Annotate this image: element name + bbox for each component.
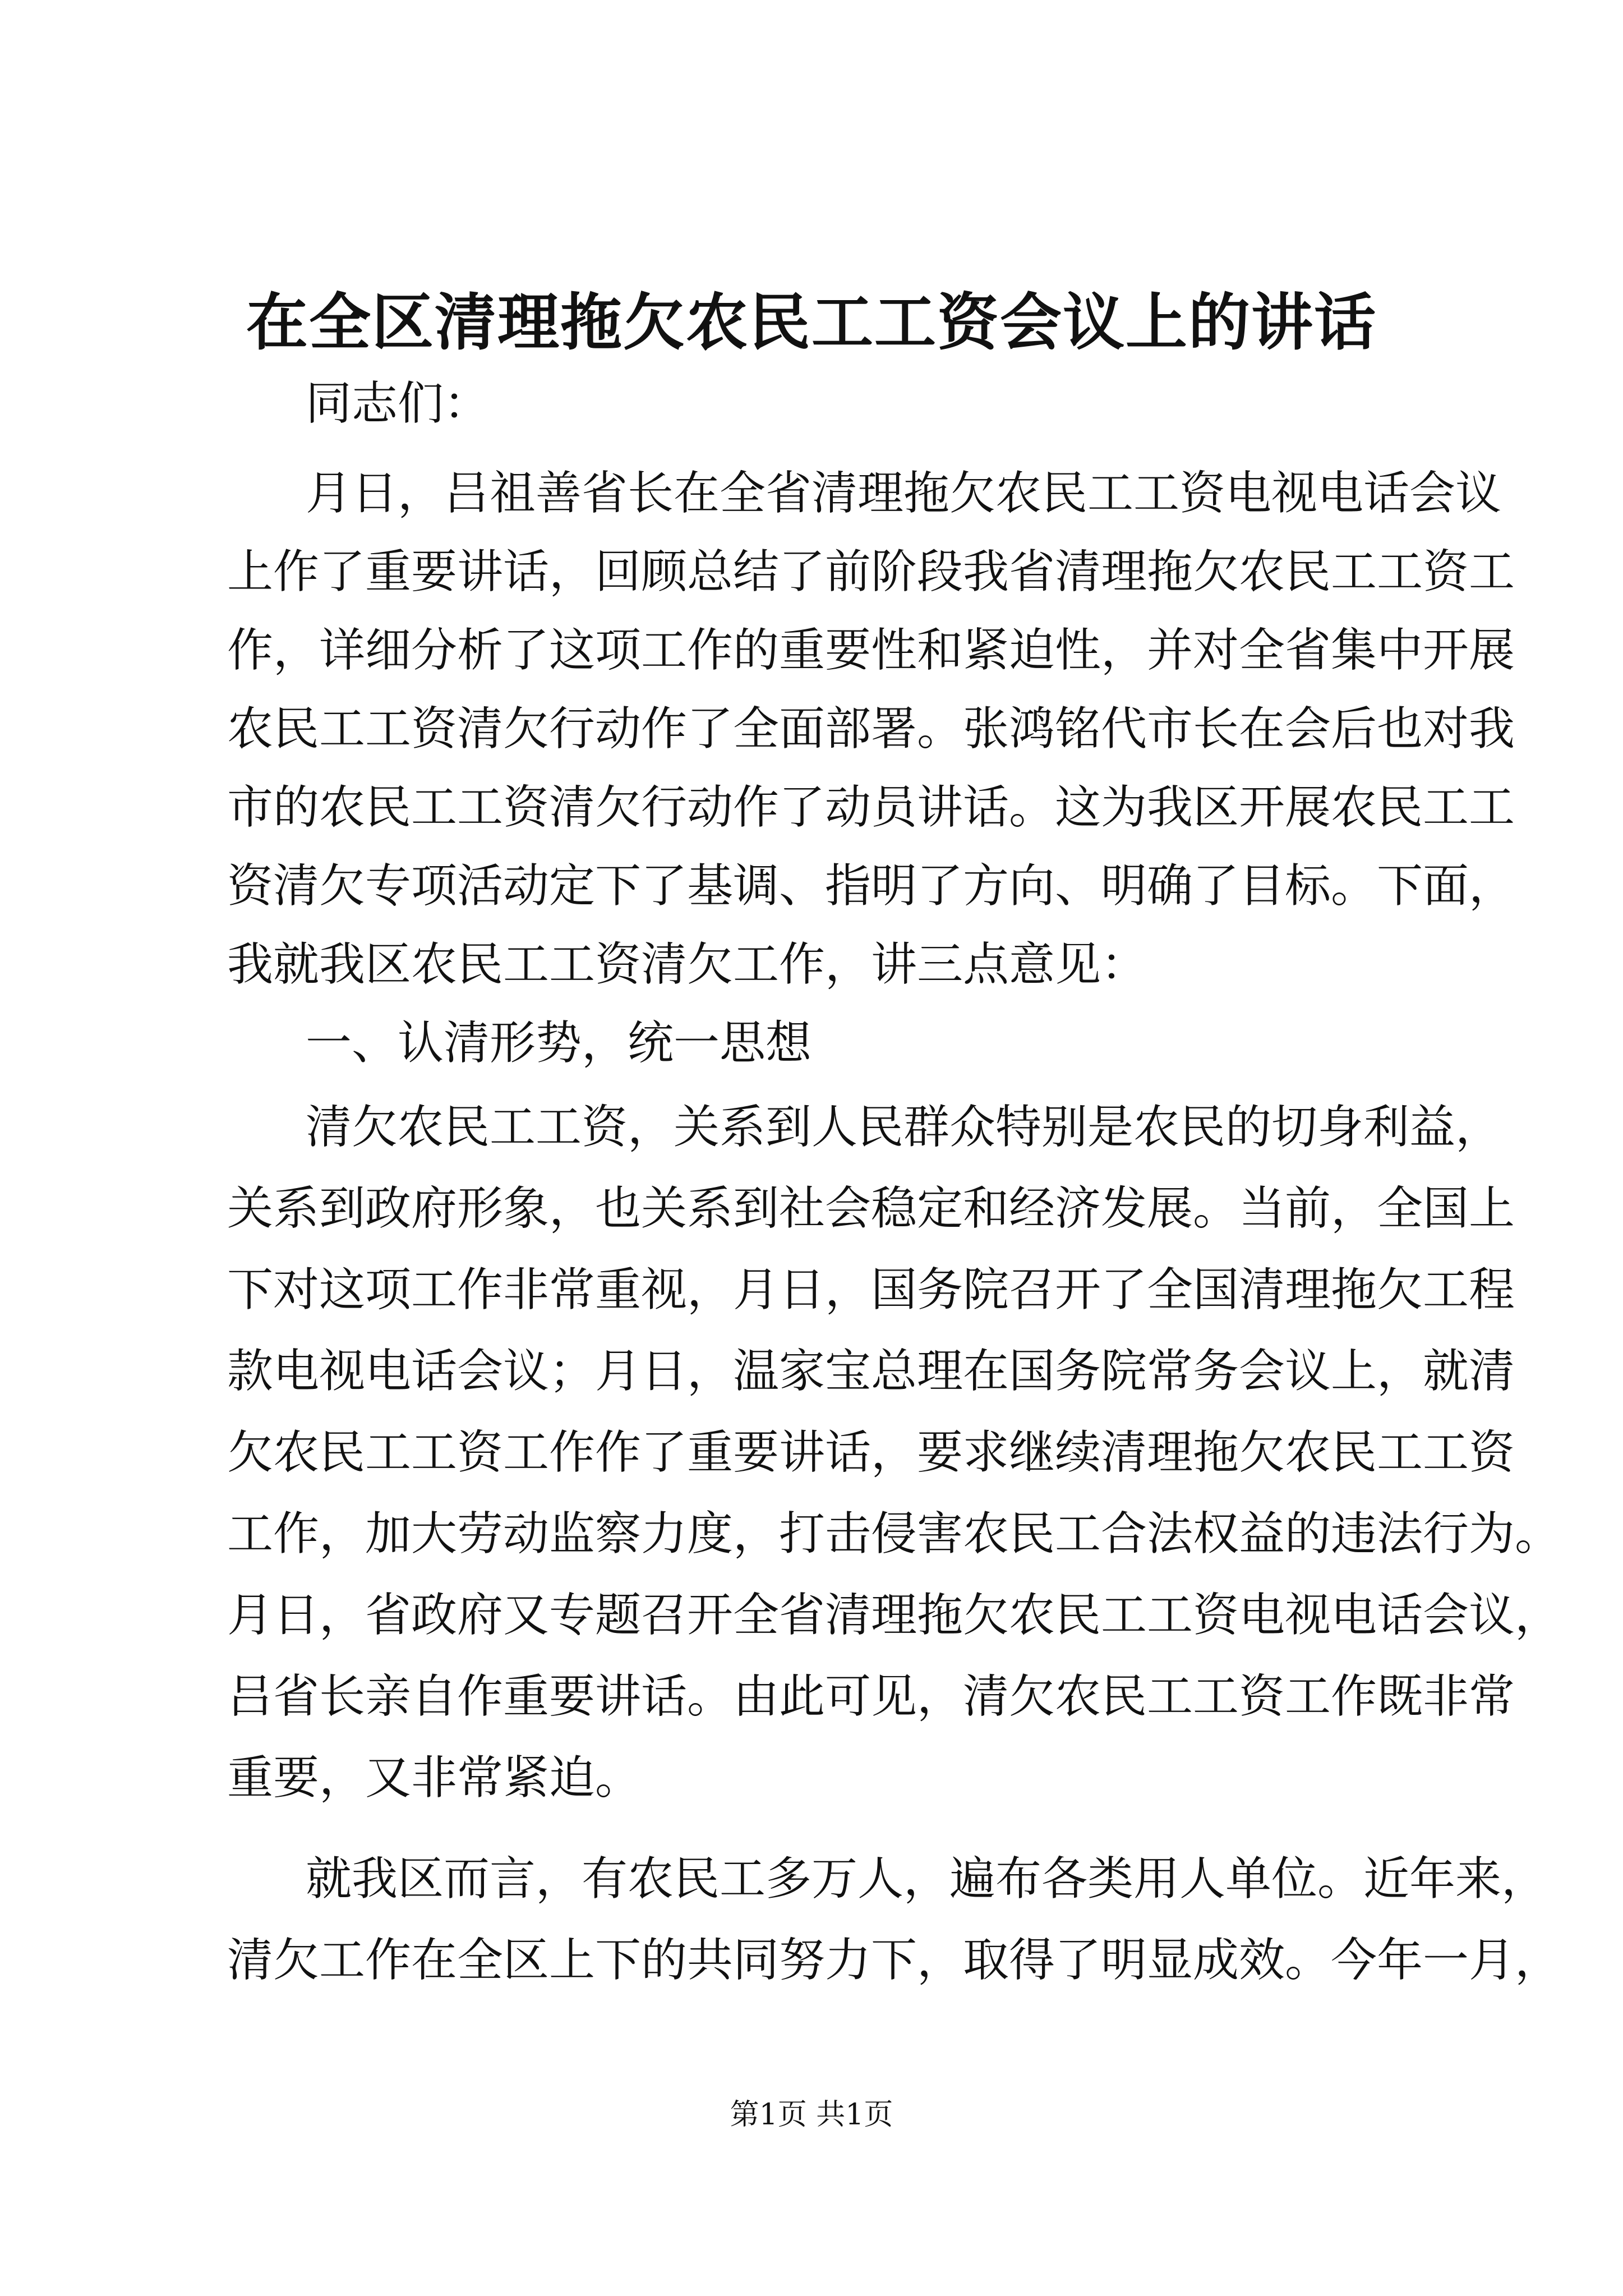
paragraph-line: 下对这项工作非常重视，月日，国务院召开了全国清理拖欠工程 <box>227 1263 1515 1317</box>
paragraph-line: 作，详细分析了这项工作的重要性和紧迫性，并对全省集中开展 <box>227 624 1515 677</box>
page-footer: 第1页 共1页 <box>730 2098 893 2132</box>
paragraph-line: 欠农民工工资工作作了重要讲话，要求继续清理拖欠农民工工资 <box>227 1426 1515 1479</box>
paragraph-line: 市的农民工工资清欠行动作了动员讲话。这为我区开展农民工工 <box>227 781 1515 834</box>
paragraph-line: 吕省长亲自作重要讲话。由此可见，清欠农民工工资工作既非常 <box>227 1670 1515 1723</box>
paragraph-line: 我就我区农民工工资清欠工作，讲三点意见： <box>227 938 1147 991</box>
paragraph-line: 就我区而言，有农民工多万人，遍布各类用人单位。近年来， <box>306 1852 1548 1906</box>
paragraph-line: 重要，又非常紧迫。 <box>227 1751 642 1805</box>
document-title: 在全区清理拖欠农民工工资会议上的讲话 <box>246 286 1377 358</box>
paragraph-line: 月日，吕祖善省长在全省清理拖欠农民工工资电视电话会议 <box>306 467 1502 520</box>
paragraph-line: 清欠农民工工资，关系到人民群众特别是农民的切身利益， <box>306 1101 1502 1154</box>
paragraph-line: 农民工工资清欠行动作了全面部署。张鸿铭代市长在会后也对我 <box>227 702 1515 756</box>
paragraph-line: 清欠工作在全区上下的共同努力下，取得了明显成效。今年一月， <box>227 1934 1561 1987</box>
paragraph-line: 款电视电话会议；月日，温家宝总理在国务院常务会议上，就清 <box>227 1345 1515 1398</box>
paragraph-line: 上作了重要讲话，回顾总结了前阶段我省清理拖欠农民工工资工 <box>227 545 1515 599</box>
paragraph-line: 月日，省政府又专题召开全省清理拖欠农民工工资电视电话会议， <box>227 1589 1561 1642</box>
section-heading: 一、认清形势，统一思想 <box>306 1016 812 1070</box>
paragraph-line: 关系到政府形象，也关系到社会稳定和经济发展。当前，全国上 <box>227 1182 1515 1235</box>
salutation: 同志们： <box>306 377 490 430</box>
paragraph-line: 资清欠专项活动定下了基调、指明了方向、明确了目标。下面， <box>227 859 1515 913</box>
paragraph-line: 工作，加大劳动监察力度，打击侵害农民工合法权益的违法行为。 <box>227 1507 1561 1561</box>
